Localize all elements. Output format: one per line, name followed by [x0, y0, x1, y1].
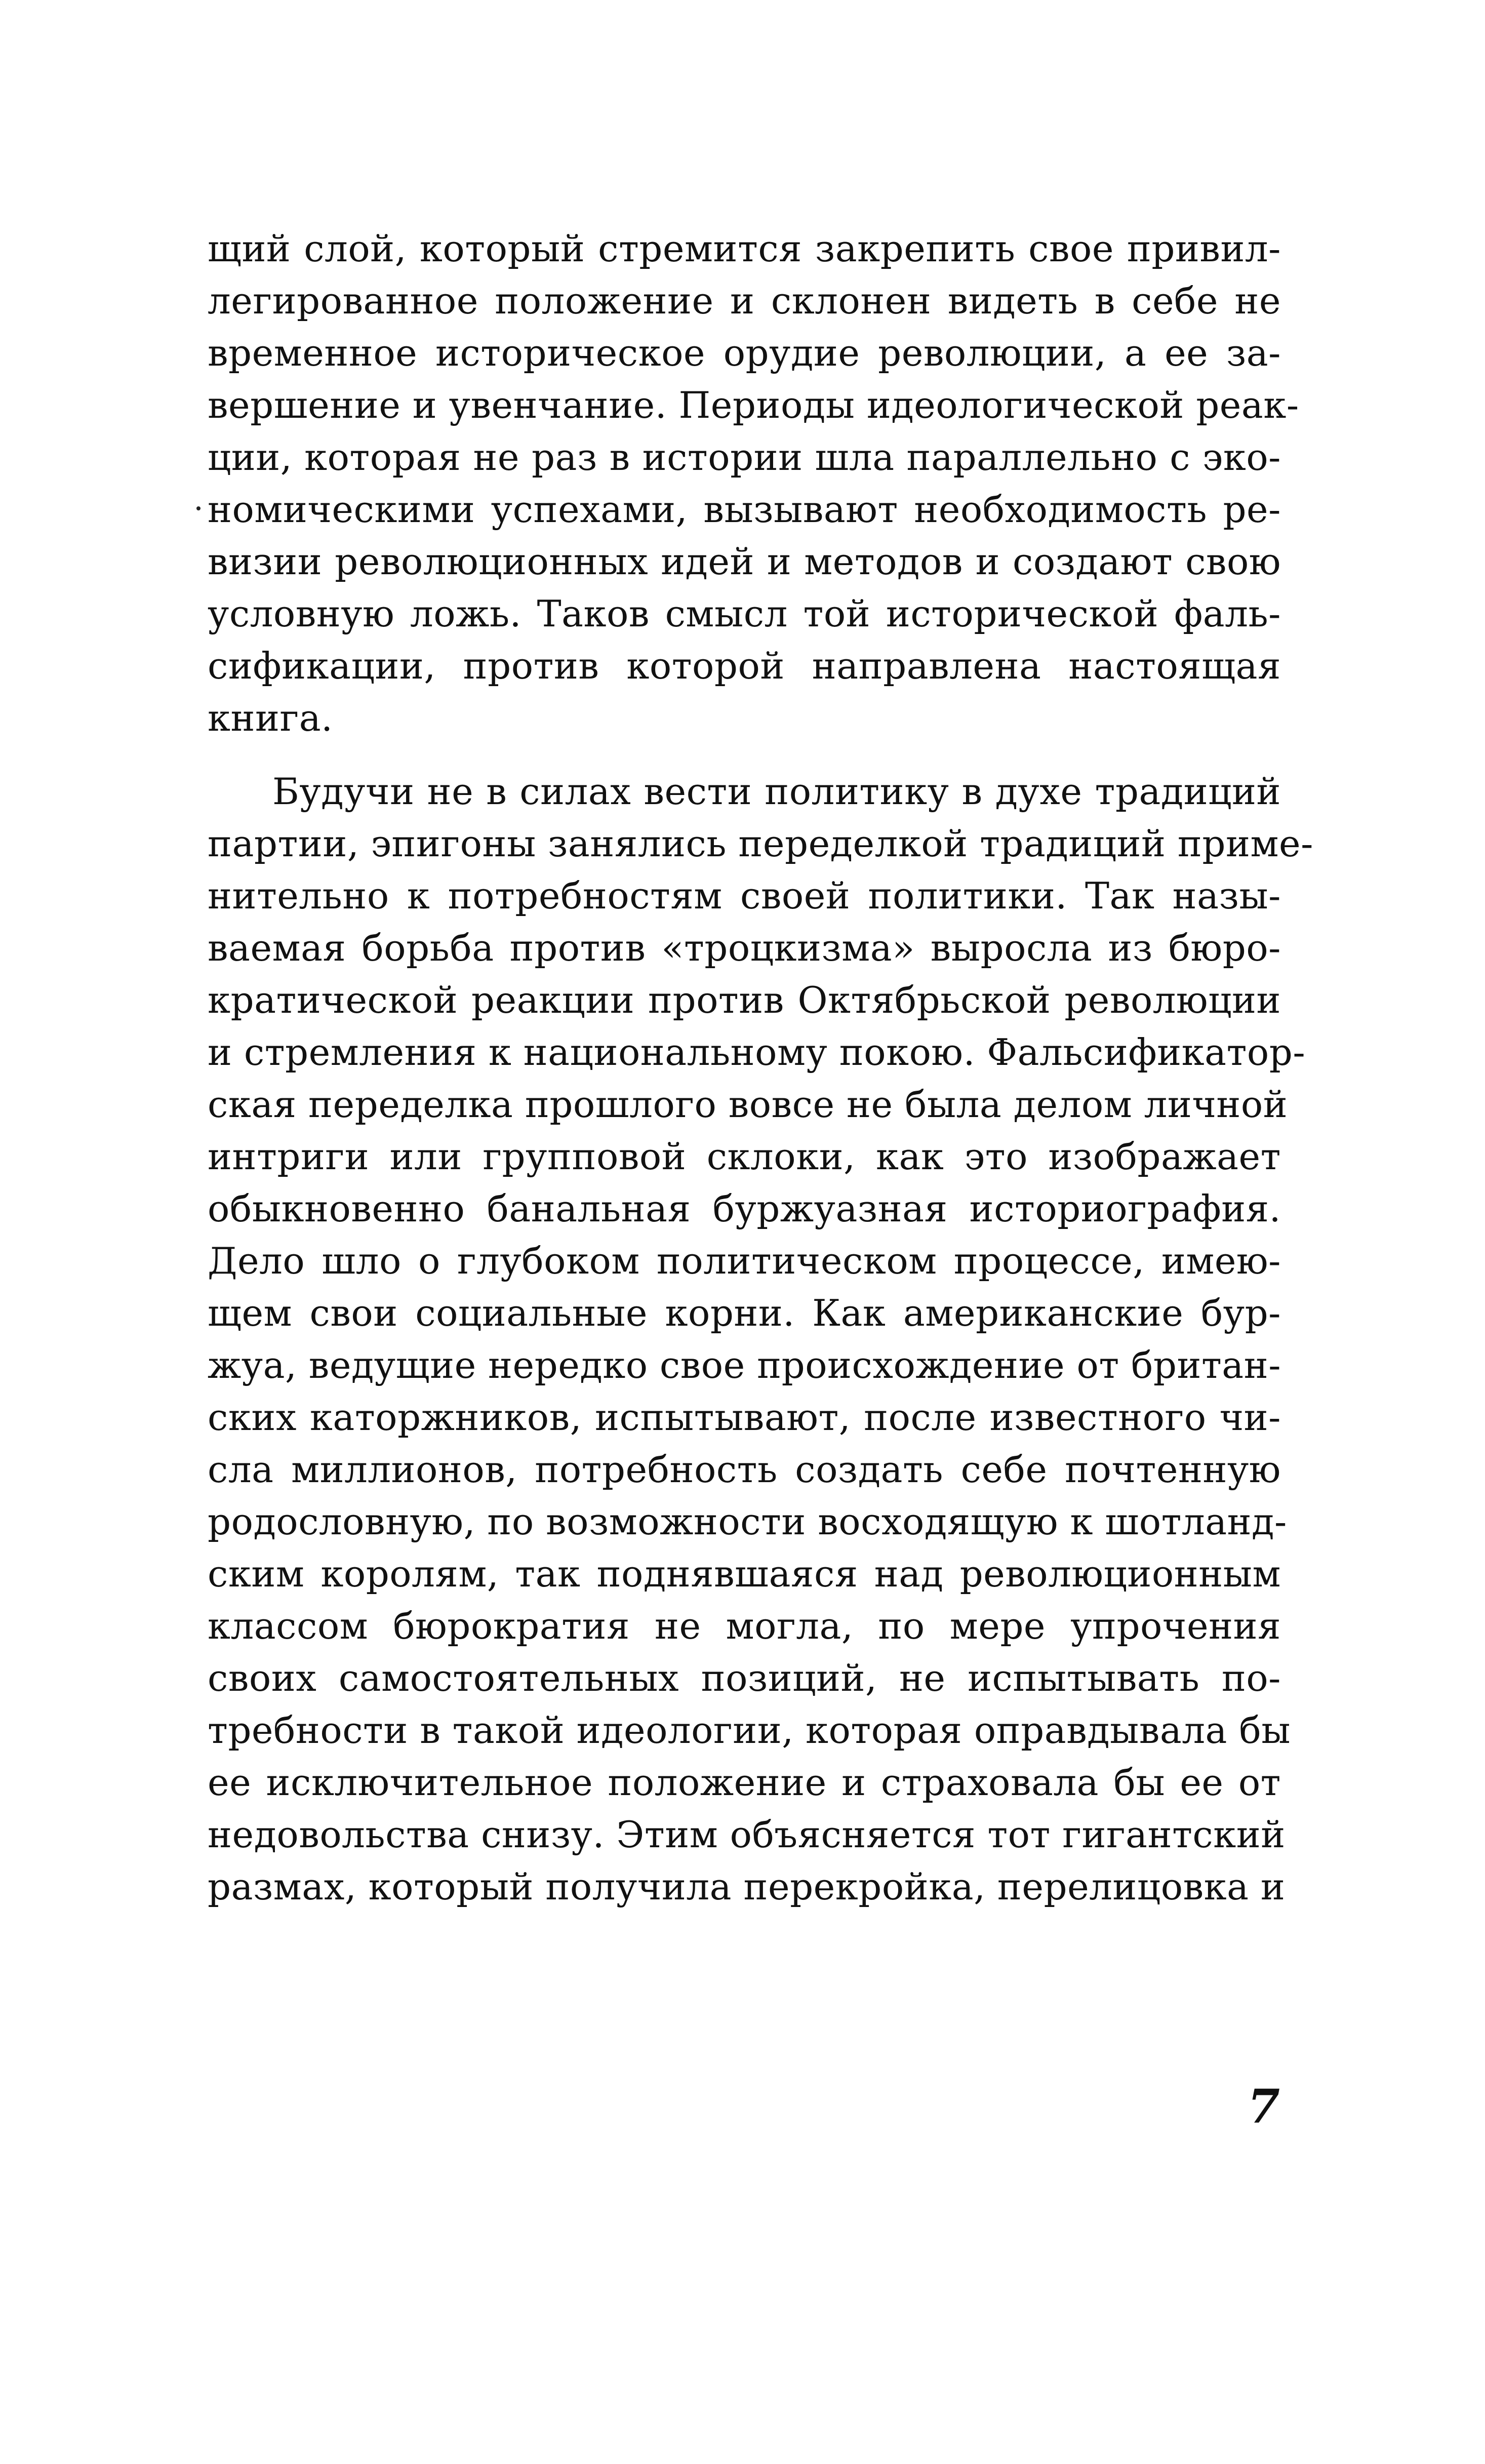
text-line: ее исключительное положение и страховала бы ее от: [208, 1761, 1281, 1804]
page-number: 7: [1247, 2079, 1280, 2134]
paragraph-1: [208, 223, 1299, 744]
text-line: номическими успехами, вызывают необходимость ре-: [208, 488, 1281, 531]
paragraph-2: [208, 766, 1313, 1913]
text-line: Будучи не в силах вести политику в духе традиций: [272, 770, 1281, 813]
text-line: требности в такой идеологии, которая оправдывала бы: [208, 1709, 1291, 1752]
text-line: щий слой, который стремится закрепить свое привил-: [208, 227, 1281, 270]
text-line: ских каторжников, испытывают, после известного чи-: [208, 1396, 1281, 1439]
text-line: обыкновенно банальная буржуазная историография.: [208, 1187, 1281, 1230]
text-line: кратической реакции против Октябрьской революции: [208, 979, 1281, 1021]
text-line: книга.: [208, 697, 333, 739]
text-line: недовольства снизу. Этим объясняется тот гигантский: [208, 1813, 1286, 1856]
text-line: ским королям, так поднявшаяся над революционным: [208, 1553, 1281, 1595]
text-line: жуа, ведущие нередко свое происхождение от британ-: [208, 1344, 1281, 1386]
paragraph-gap: [208, 744, 1281, 766]
text-line: условную ложь. Таков смысл той исторической фаль-: [208, 592, 1281, 635]
text-line: интриги или групповой склоки, как это изображает: [208, 1135, 1281, 1178]
text-line: ская переделка прошлого вовсе не была делом личной: [208, 1083, 1288, 1126]
text-line: партии, эпигоны занялись переделкой традиций приме-: [208, 822, 1313, 865]
text-line: Дело шло о глубоком политическом процессе, имею-: [208, 1240, 1281, 1282]
text-line: легированное положение и склонен видеть в себе не: [208, 280, 1281, 322]
text-line: сла миллионов, потребность создать себе почтенную: [208, 1448, 1281, 1491]
text-line: размах, который получила перекройка, перелицовка и: [208, 1865, 1286, 1908]
text-line: ваемая борьба против «троцкизма» выросла из бюро-: [208, 927, 1281, 969]
text-line: временное историческое орудие революции, а ее за-: [208, 332, 1281, 374]
text-line: ции, которая не раз в истории шла параллельно с эко-: [208, 436, 1281, 479]
text-line: нительно к потребностям своей политики. Так назы-: [208, 875, 1281, 917]
text-line: сификации, против которой направлена настоящая: [208, 645, 1281, 687]
text-line: щем свои социальные корни. Как американские бур-: [208, 1292, 1281, 1334]
text-line: визии революционных идей и методов и создают свою: [208, 540, 1281, 583]
text-line: родословную, по возможности восходящую к шотланд-: [208, 1500, 1287, 1543]
print-speck: [196, 506, 200, 510]
text-line: классом бюрократия не могла, по мере упрочения: [208, 1605, 1281, 1647]
text-line: своих самостоятельных позиций, не испытывать по-: [208, 1657, 1281, 1699]
text-line: вершение и увенчание. Периоды идеологической реак-: [208, 384, 1299, 426]
text-line: и стремления к национальному покою. Фальсификатор-: [208, 1031, 1306, 1074]
body-text: [208, 223, 1313, 1913]
